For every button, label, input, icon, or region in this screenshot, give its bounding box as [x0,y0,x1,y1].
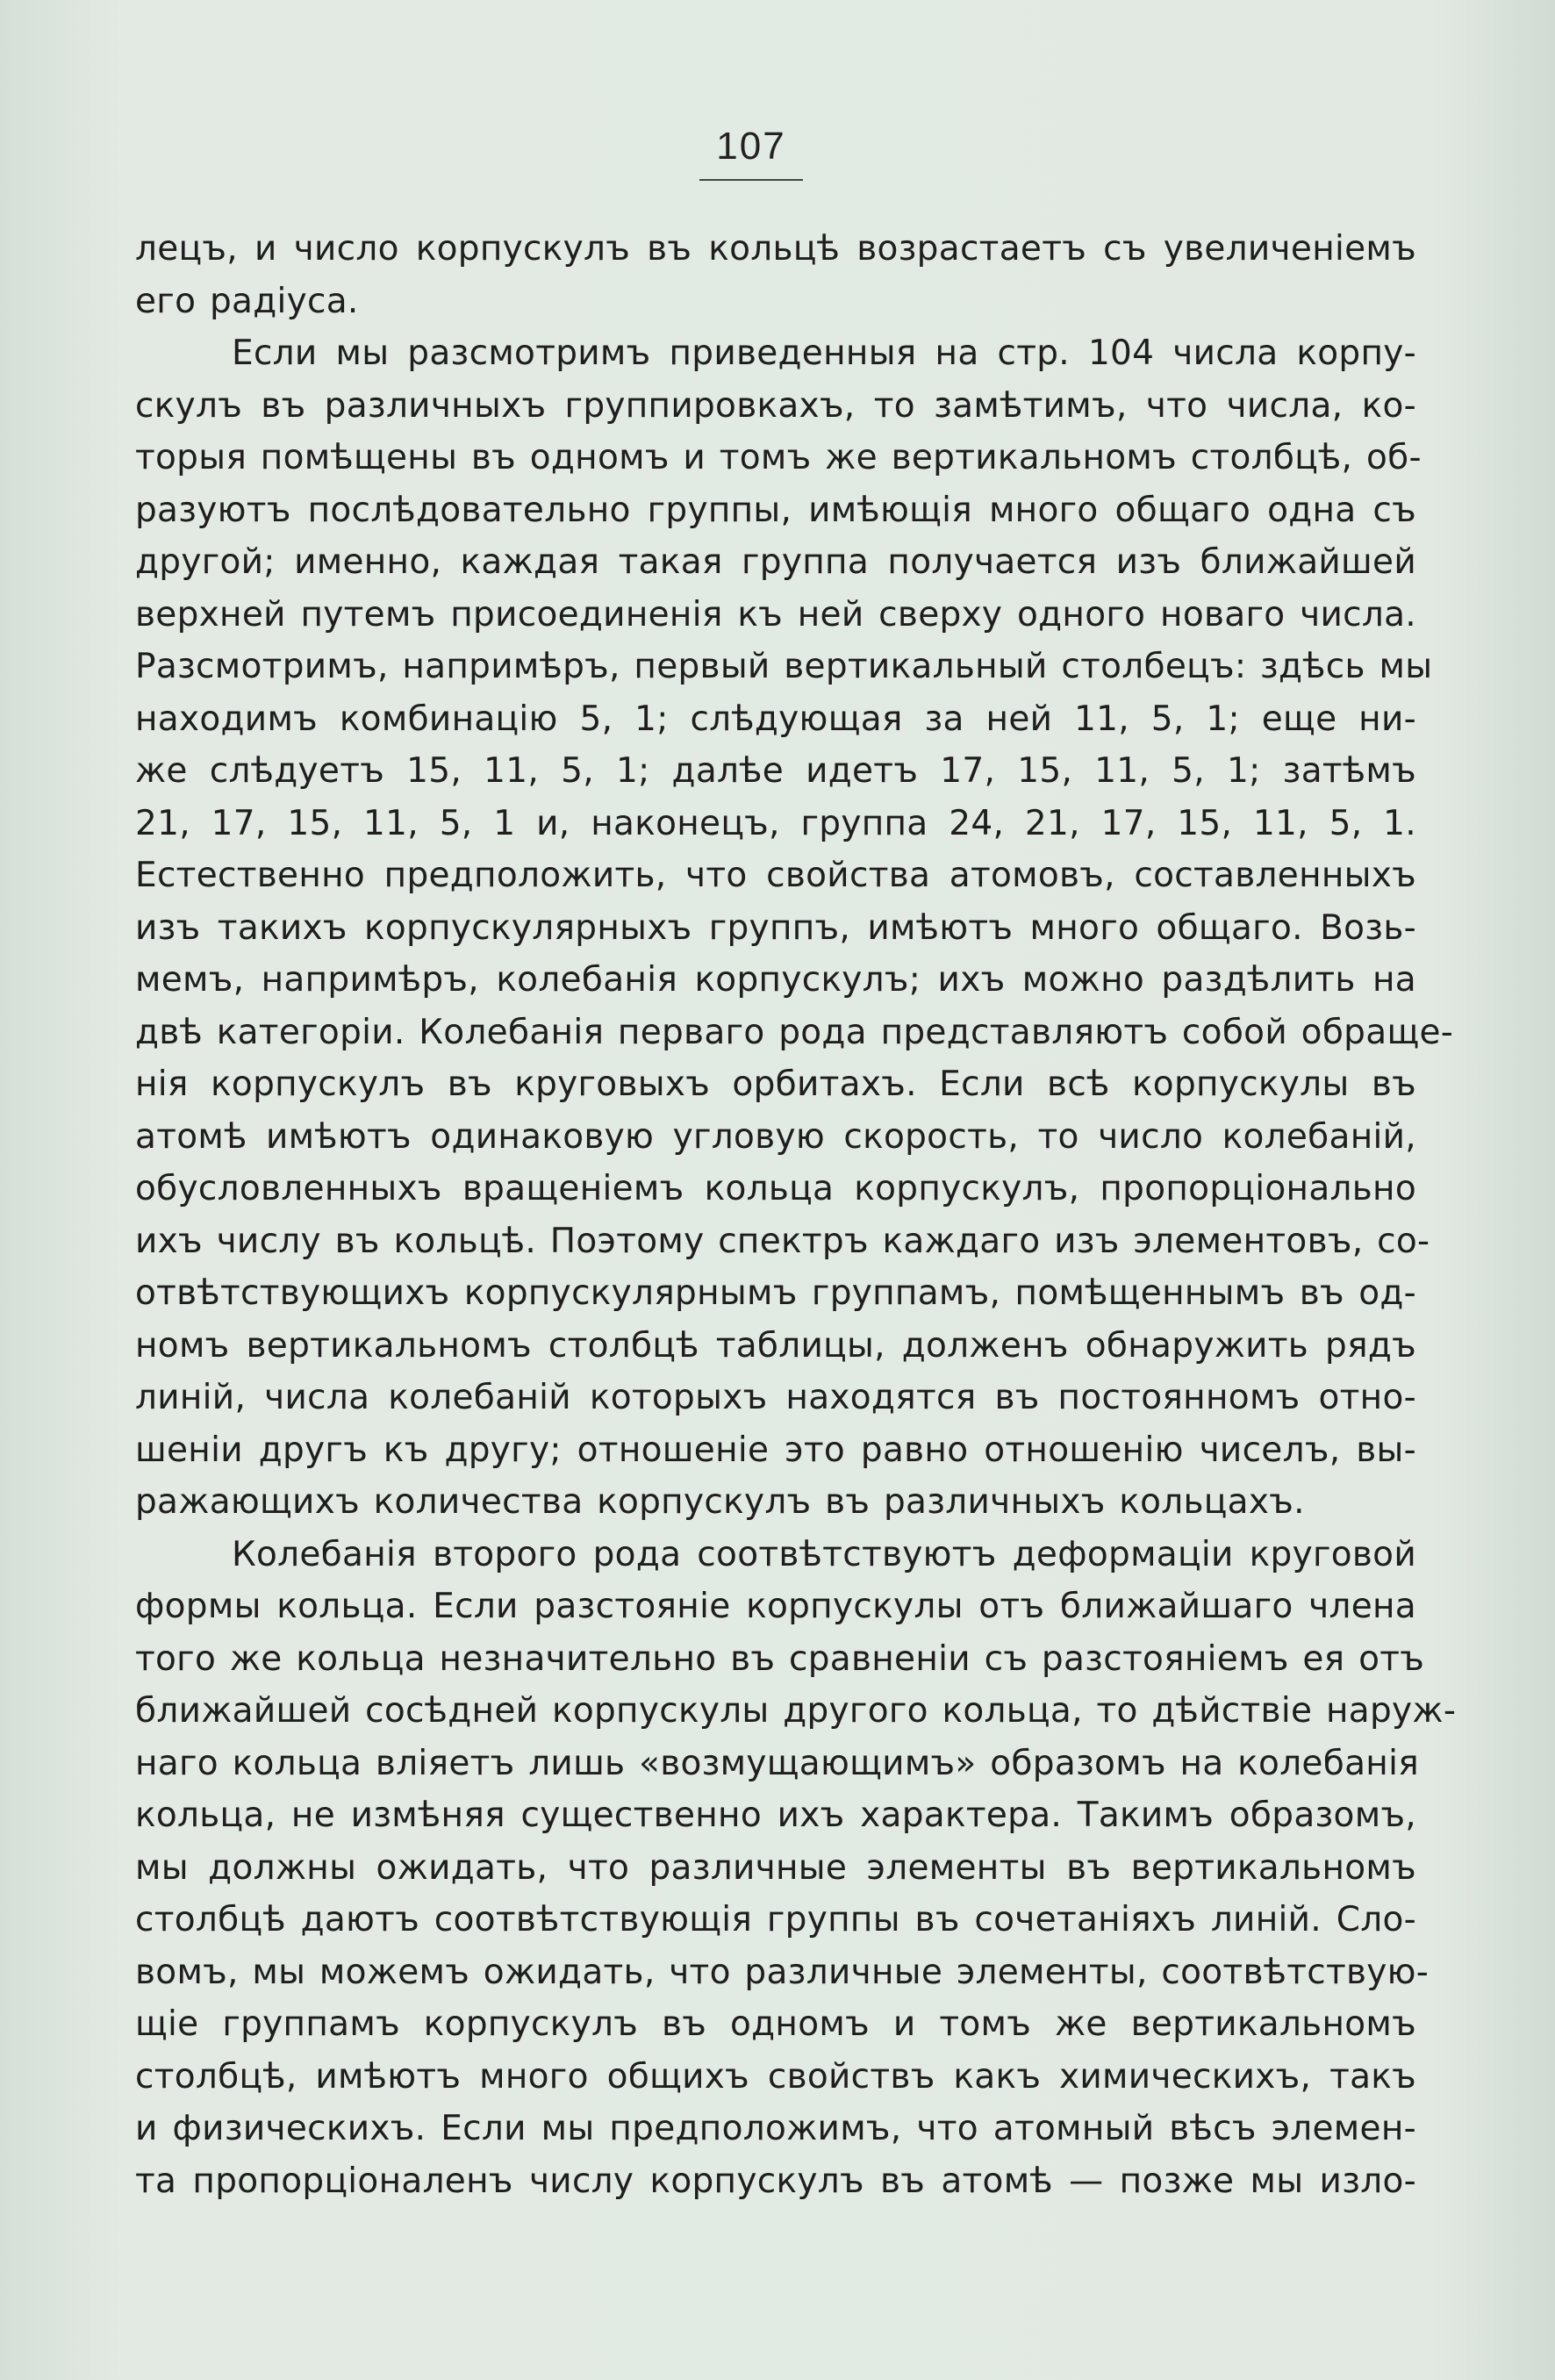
text-line: разуютъ послѣдовательно группы, имѣющiя много общаго одна съ [135,490,1416,530]
text-line: номъ вертикальномъ столбцѣ таблицы, долженъ обнаружить рядъ [135,1325,1416,1366]
text-line: Колебанiя второго рода соотвѣтствуютъ деформацiи круговой [232,1534,1416,1574]
text-line: другой; именно, каждая такая группа получается изъ ближайшей [135,542,1416,582]
text-line: Разсмотримъ, напримѣръ, первый вертикальный столбецъ: здѣсь мы [135,647,1433,686]
text-line: ражающихъ количества корпускулъ въ различныхъ кольцахъ. [135,1482,1305,1522]
text-line: скулъ въ различныхъ группировкахъ, то замѣтимъ, что числа, ко- [135,385,1416,426]
page-number-rule [699,179,803,181]
text-line: Если мы разсмотримъ приведенныя на стр. 104 числа корпу- [232,333,1416,373]
text-line: щiе группамъ корпускулъ въ одномъ и томъ же вертикальномъ [135,2004,1416,2044]
text-line: мы должны ожидать, что различные элементы въ вертикальномъ [135,1847,1416,1888]
text-line: обусловленныхъ вращенiемъ кольца корпускулъ, пропорцiонально [135,1169,1416,1208]
text-line: линiй, числа колебанiй которыхъ находятся въ постоянномъ отно- [135,1378,1416,1417]
body-text [135,223,1457,2207]
text-line: же слѣдуетъ 15, 11, 5, 1; далѣе идетъ 17, 15, 11, 5, 1; затѣмъ [135,751,1416,791]
text-line: двѣ категорiи. Колебанiя перваго рода представляютъ собой обраще- [135,1012,1454,1052]
text-line: кольца, не измѣняя существенно ихъ характера. Такимъ образомъ, [135,1796,1416,1835]
text-line: верхней путемъ присоединенiя къ ней сверху одного новаго числа. [135,594,1416,634]
text-line: ближайшей сосѣдней корпускулы другого кольца, то дѣйствiе наруж- [135,1691,1457,1731]
text-line: и физическихъ. Если мы предположимъ, что атомный вѣсъ элемен- [135,2109,1416,2148]
text-line: 21, 17, 15, 11, 5, 1 и, наконецъ, группа 24, 21, 17, 15, 11, 5, 1. [135,803,1416,843]
text-line: того же кольца незначительно въ сравненiи съ разстоянiемъ ея отъ [135,1638,1425,1679]
text-line: мемъ, напримѣръ, колебанiя корпускулъ; ихъ можно раздѣлить на [135,960,1416,1000]
text-line: вомъ, мы можемъ ожидать, что различные элементы, соотвѣтствую- [135,1952,1430,1992]
text-line: шенiи другъ къ другу; отношенiе это равно отношенiю чиселъ, вы- [135,1430,1416,1470]
text-line: столбцѣ даютъ соотвѣтствующiя группы въ сочетанiяхъ линiй. Сло- [135,1900,1416,1939]
text-line: та пропорцiоналенъ числу корпускулъ въ атомѣ — позже мы изло- [135,2161,1416,2201]
page-number: 107 [716,125,786,168]
paragraph-2 [135,327,1454,1529]
text-line: формы кольца. Если разстоянiе корпускулы отъ ближайшаго члена [135,1587,1416,1626]
text-line: столбцѣ, имѣютъ много общихъ свойствъ какъ химическихъ, такъ [135,2056,1416,2097]
paragraph-3 [135,1529,1457,2208]
text-line: ихъ числу въ кольцѣ. Поэтому спектръ каждаго изъ элементовъ, со- [135,1221,1430,1261]
text-line: его радiуса. [135,281,359,321]
text-line: Естественно предположить, что свойства атомовъ, составленныхъ [135,856,1416,895]
text-line: отвѣтствующихъ корпускулярнымъ группамъ, помѣщеннымъ въ од- [135,1273,1416,1313]
text-line: торыя помѣщены въ одномъ и томъ же вертикальномъ столбцѣ, об- [135,438,1422,477]
text-line: атомѣ имѣютъ одинаковую угловую скорость, то число колебанiй, [135,1116,1416,1157]
text-line: нiя корпускулъ въ круговыхъ орбитахъ. Если всѣ корпускулы въ [135,1065,1416,1104]
text-line: изъ такихъ корпускулярныхъ группъ, имѣютъ много общаго. Возь- [135,907,1416,948]
text-line: наго кольца влiяетъ лишь «возмущающимъ» образомъ на колебанiя [135,1743,1419,1783]
paragraph-1 [135,223,1416,327]
text-line: находимъ комбинацiю 5, 1; слѣдующая за ней 11, 5, 1; еще ни- [135,699,1416,739]
text-line: лецъ, и число корпускулъ въ кольцѣ возрастаетъ съ увеличенiемъ [135,229,1416,269]
